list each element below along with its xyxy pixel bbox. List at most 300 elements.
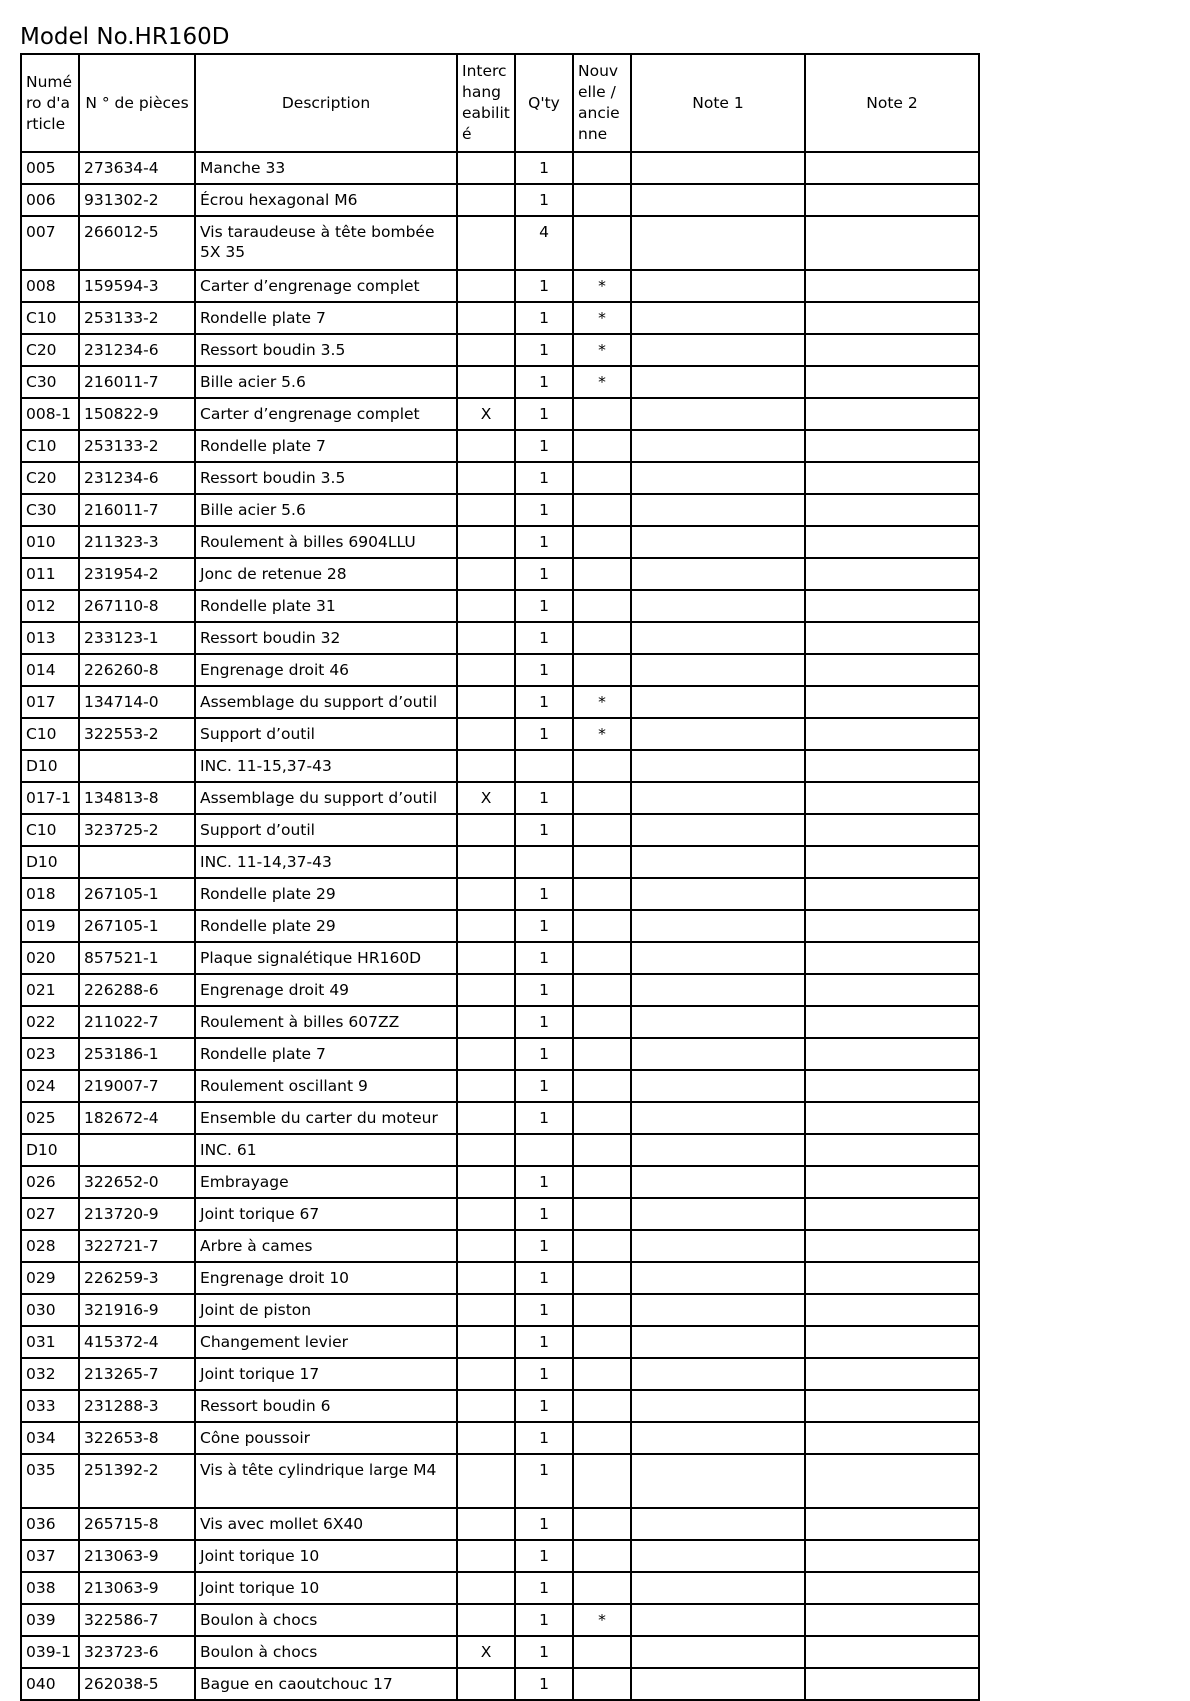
cell-qty: 1 (515, 1262, 573, 1294)
table-header-row (21, 54, 979, 152)
cell-description: Arbre à cames (195, 1230, 457, 1262)
cell-interchangeability (457, 1198, 515, 1230)
cell-description: Boulon à chocs (195, 1604, 457, 1636)
cell-note-2 (805, 1326, 979, 1358)
cell-note-2 (805, 1454, 979, 1508)
cell-qty: 1 (515, 590, 573, 622)
cell-new-old (573, 398, 631, 430)
cell-new-old (573, 1230, 631, 1262)
cell-note-1 (631, 1166, 805, 1198)
cell-note-1 (631, 846, 805, 878)
cell-description: Rondelle plate 29 (195, 878, 457, 910)
cell-item-no: 018 (21, 878, 79, 910)
table-row (21, 1198, 979, 1230)
cell-part-no: 150822-9 (79, 398, 195, 430)
cell-note-2 (805, 750, 979, 782)
cell-part-no: 266012-5 (79, 216, 195, 270)
cell-new-old (573, 216, 631, 270)
cell-description: Rondelle plate 7 (195, 302, 457, 334)
cell-description: INC. 61 (195, 1134, 457, 1166)
cell-note-2 (805, 974, 979, 1006)
table-row (21, 184, 979, 216)
cell-part-no: 231234-6 (79, 334, 195, 366)
cell-description: Engrenage droit 49 (195, 974, 457, 1006)
cell-note-2 (805, 184, 979, 216)
cell-note-2 (805, 1358, 979, 1390)
table-row (21, 846, 979, 878)
cell-item-no: C10 (21, 302, 79, 334)
header-part-no: N ° de pièces (79, 54, 195, 152)
cell-interchangeability (457, 216, 515, 270)
cell-interchangeability (457, 1006, 515, 1038)
cell-part-no: 211022-7 (79, 1006, 195, 1038)
cell-interchangeability (457, 1390, 515, 1422)
cell-qty: 1 (515, 1636, 573, 1668)
cell-interchangeability (457, 846, 515, 878)
cell-item-no: 032 (21, 1358, 79, 1390)
cell-interchangeability (457, 654, 515, 686)
cell-part-no: 322652-0 (79, 1166, 195, 1198)
cell-new-old (573, 462, 631, 494)
table-row (21, 270, 979, 302)
cell-qty: 1 (515, 494, 573, 526)
table-row (21, 1038, 979, 1070)
cell-qty: 1 (515, 814, 573, 846)
cell-description: Vis avec mollet 6X40 (195, 1508, 457, 1540)
cell-note-2 (805, 1540, 979, 1572)
cell-description: Bille acier 5.6 (195, 366, 457, 398)
cell-item-no: 033 (21, 1390, 79, 1422)
table-row (21, 1604, 979, 1636)
table-row (21, 1636, 979, 1668)
cell-new-old (573, 1294, 631, 1326)
cell-part-no: 322586-7 (79, 1604, 195, 1636)
table-row (21, 1230, 979, 1262)
cell-part-no: 253133-2 (79, 302, 195, 334)
cell-qty: 1 (515, 1070, 573, 1102)
cell-new-old (573, 1326, 631, 1358)
cell-part-no: 231234-6 (79, 462, 195, 494)
cell-note-1 (631, 974, 805, 1006)
cell-note-2 (805, 1038, 979, 1070)
cell-part-no: 322653-8 (79, 1422, 195, 1454)
cell-new-old: * (573, 1604, 631, 1636)
table-row (21, 1390, 979, 1422)
cell-note-1 (631, 622, 805, 654)
parts-table (20, 53, 980, 1701)
cell-description: Roulement à billes 607ZZ (195, 1006, 457, 1038)
cell-qty: 1 (515, 1166, 573, 1198)
table-row (21, 494, 979, 526)
cell-note-1 (631, 1006, 805, 1038)
cell-item-no: C30 (21, 494, 79, 526)
cell-qty: 1 (515, 622, 573, 654)
cell-description: Joint de piston (195, 1294, 457, 1326)
cell-qty: 1 (515, 654, 573, 686)
table-row (21, 1326, 979, 1358)
cell-note-1 (631, 1358, 805, 1390)
cell-qty: 1 (515, 1326, 573, 1358)
cell-interchangeability (457, 334, 515, 366)
table-row (21, 814, 979, 846)
cell-description: Vis taraudeuse à tête bombée 5X 35 (195, 216, 457, 270)
cell-note-2 (805, 590, 979, 622)
cell-note-2 (805, 1572, 979, 1604)
table-row (21, 1134, 979, 1166)
cell-description: Engrenage droit 46 (195, 654, 457, 686)
cell-note-1 (631, 1262, 805, 1294)
cell-note-2 (805, 1390, 979, 1422)
cell-new-old (573, 750, 631, 782)
cell-part-no: 226288-6 (79, 974, 195, 1006)
cell-description: Vis à tête cylindrique large M4 (195, 1454, 457, 1508)
cell-description: Assemblage du support d’outil (195, 686, 457, 718)
cell-interchangeability (457, 1294, 515, 1326)
cell-item-no: 031 (21, 1326, 79, 1358)
cell-note-1 (631, 1198, 805, 1230)
cell-new-old (573, 1390, 631, 1422)
cell-qty: 1 (515, 1390, 573, 1422)
cell-item-no: 014 (21, 654, 79, 686)
cell-item-no: C20 (21, 462, 79, 494)
cell-item-no: 007 (21, 216, 79, 270)
cell-part-no: 211323-3 (79, 526, 195, 558)
cell-description: Joint torique 10 (195, 1572, 457, 1604)
cell-qty: 1 (515, 878, 573, 910)
cell-note-1 (631, 1422, 805, 1454)
cell-note-2 (805, 654, 979, 686)
table-row (21, 590, 979, 622)
header-description: Description (195, 54, 457, 152)
cell-part-no: 931302-2 (79, 184, 195, 216)
cell-part-no: 216011-7 (79, 494, 195, 526)
cell-qty: 1 (515, 718, 573, 750)
cell-interchangeability (457, 1540, 515, 1572)
table-row (21, 1540, 979, 1572)
cell-interchangeability (457, 1166, 515, 1198)
cell-part-no: 213265-7 (79, 1358, 195, 1390)
cell-description: Rondelle plate 29 (195, 910, 457, 942)
cell-new-old (573, 1358, 631, 1390)
cell-qty: 1 (515, 1508, 573, 1540)
cell-note-2 (805, 1006, 979, 1038)
cell-new-old (573, 1198, 631, 1230)
cell-note-2 (805, 1508, 979, 1540)
cell-interchangeability (457, 494, 515, 526)
cell-description: Rondelle plate 7 (195, 1038, 457, 1070)
cell-item-no: D10 (21, 846, 79, 878)
cell-note-1 (631, 334, 805, 366)
cell-note-2 (805, 1422, 979, 1454)
cell-item-no: C10 (21, 814, 79, 846)
cell-qty: 1 (515, 1668, 573, 1700)
cell-new-old (573, 1102, 631, 1134)
cell-interchangeability (457, 942, 515, 974)
cell-note-2 (805, 1668, 979, 1700)
cell-item-no: 040 (21, 1668, 79, 1700)
cell-qty: 1 (515, 152, 573, 184)
cell-new-old (573, 974, 631, 1006)
cell-qty: 1 (515, 1230, 573, 1262)
cell-qty: 1 (515, 1604, 573, 1636)
cell-interchangeability (457, 1508, 515, 1540)
cell-new-old (573, 494, 631, 526)
cell-interchangeability (457, 558, 515, 590)
cell-note-1 (631, 558, 805, 590)
cell-new-old (573, 846, 631, 878)
cell-part-no: 322553-2 (79, 718, 195, 750)
cell-item-no: 026 (21, 1166, 79, 1198)
cell-item-no: 029 (21, 1262, 79, 1294)
cell-note-2 (805, 878, 979, 910)
cell-interchangeability (457, 1604, 515, 1636)
cell-item-no: C10 (21, 430, 79, 462)
table-row (21, 910, 979, 942)
cell-note-2 (805, 1604, 979, 1636)
cell-note-1 (631, 430, 805, 462)
cell-part-no: 231288-3 (79, 1390, 195, 1422)
cell-note-1 (631, 462, 805, 494)
cell-item-no: 039 (21, 1604, 79, 1636)
cell-qty: 1 (515, 1102, 573, 1134)
cell-note-2 (805, 622, 979, 654)
cell-part-no: 251392-2 (79, 1454, 195, 1508)
table-row (21, 1070, 979, 1102)
cell-new-old (573, 1006, 631, 1038)
cell-note-2 (805, 366, 979, 398)
cell-interchangeability (457, 302, 515, 334)
page-title: Model No.HR160D (20, 24, 230, 50)
cell-interchangeability (457, 526, 515, 558)
cell-note-2 (805, 558, 979, 590)
cell-note-2 (805, 718, 979, 750)
cell-qty: 1 (515, 1454, 573, 1508)
cell-description: Carter d’engrenage complet (195, 398, 457, 430)
table-row (21, 654, 979, 686)
cell-item-no: 011 (21, 558, 79, 590)
cell-note-1 (631, 910, 805, 942)
cell-qty: 1 (515, 686, 573, 718)
cell-note-1 (631, 270, 805, 302)
cell-description: Support d’outil (195, 718, 457, 750)
cell-note-1 (631, 494, 805, 526)
cell-qty: 1 (515, 184, 573, 216)
cell-item-no: 034 (21, 1422, 79, 1454)
header-qty: Q'ty (515, 54, 573, 152)
cell-qty (515, 750, 573, 782)
cell-interchangeability (457, 1230, 515, 1262)
table-row (21, 302, 979, 334)
cell-qty: 1 (515, 1540, 573, 1572)
table-row (21, 462, 979, 494)
cell-note-1 (631, 1230, 805, 1262)
cell-note-2 (805, 782, 979, 814)
cell-note-1 (631, 1102, 805, 1134)
cell-note-1 (631, 1390, 805, 1422)
cell-new-old (573, 1038, 631, 1070)
cell-qty: 1 (515, 1006, 573, 1038)
cell-qty (515, 846, 573, 878)
cell-description: Carter d’engrenage complet (195, 270, 457, 302)
cell-item-no: D10 (21, 750, 79, 782)
cell-part-no: 213063-9 (79, 1540, 195, 1572)
cell-item-no: 036 (21, 1508, 79, 1540)
cell-qty: 1 (515, 974, 573, 1006)
cell-note-1 (631, 878, 805, 910)
cell-item-no: 008-1 (21, 398, 79, 430)
cell-description: Ensemble du carter du moteur (195, 1102, 457, 1134)
cell-new-old: * (573, 686, 631, 718)
cell-part-no: 134714-0 (79, 686, 195, 718)
cell-part-no: 857521-1 (79, 942, 195, 974)
cell-interchangeability (457, 1668, 515, 1700)
cell-interchangeability (457, 1102, 515, 1134)
cell-new-old: * (573, 334, 631, 366)
cell-interchangeability (457, 814, 515, 846)
cell-item-no: 039-1 (21, 1636, 79, 1668)
cell-new-old (573, 1572, 631, 1604)
cell-note-2 (805, 398, 979, 430)
cell-description: INC. 11-14,37-43 (195, 846, 457, 878)
cell-description: Rondelle plate 7 (195, 430, 457, 462)
cell-new-old (573, 1166, 631, 1198)
cell-qty: 1 (515, 1358, 573, 1390)
cell-interchangeability: X (457, 1636, 515, 1668)
cell-qty: 1 (515, 1422, 573, 1454)
cell-new-old (573, 590, 631, 622)
table-row (21, 334, 979, 366)
cell-note-1 (631, 398, 805, 430)
cell-item-no: 013 (21, 622, 79, 654)
cell-part-no: 267105-1 (79, 878, 195, 910)
cell-interchangeability (457, 184, 515, 216)
cell-description: Cône poussoir (195, 1422, 457, 1454)
cell-item-no: C30 (21, 366, 79, 398)
cell-part-no: 273634-4 (79, 152, 195, 184)
cell-item-no: 030 (21, 1294, 79, 1326)
cell-note-1 (631, 526, 805, 558)
table-row (21, 1358, 979, 1390)
cell-interchangeability (457, 270, 515, 302)
cell-description: Bille acier 5.6 (195, 494, 457, 526)
cell-item-no: 023 (21, 1038, 79, 1070)
cell-note-1 (631, 1668, 805, 1700)
cell-new-old: * (573, 366, 631, 398)
cell-item-no: 019 (21, 910, 79, 942)
cell-description: Joint torique 17 (195, 1358, 457, 1390)
cell-interchangeability (457, 1422, 515, 1454)
table-row (21, 686, 979, 718)
cell-new-old: * (573, 718, 631, 750)
cell-note-1 (631, 302, 805, 334)
cell-note-2 (805, 942, 979, 974)
table-row (21, 1572, 979, 1604)
cell-description: Manche 33 (195, 152, 457, 184)
cell-note-1 (631, 814, 805, 846)
cell-description: Bague en caoutchouc 17 (195, 1668, 457, 1700)
table-row (21, 942, 979, 974)
cell-description: Roulement à billes 6904LLU (195, 526, 457, 558)
table-row (21, 1668, 979, 1700)
cell-description: Roulement oscillant 9 (195, 1070, 457, 1102)
cell-item-no: 008 (21, 270, 79, 302)
cell-interchangeability (457, 430, 515, 462)
cell-new-old (573, 558, 631, 590)
cell-description: Rondelle plate 31 (195, 590, 457, 622)
table-row (21, 216, 979, 270)
cell-note-1 (631, 1038, 805, 1070)
cell-part-no: 415372-4 (79, 1326, 195, 1358)
cell-note-1 (631, 654, 805, 686)
cell-item-no: D10 (21, 1134, 79, 1166)
cell-interchangeability: X (457, 782, 515, 814)
cell-note-2 (805, 1102, 979, 1134)
cell-description: Engrenage droit 10 (195, 1262, 457, 1294)
cell-interchangeability (457, 1134, 515, 1166)
cell-item-no: 028 (21, 1230, 79, 1262)
cell-part-no: 213063-9 (79, 1572, 195, 1604)
cell-qty: 1 (515, 398, 573, 430)
cell-new-old (573, 910, 631, 942)
cell-interchangeability (457, 152, 515, 184)
table-row (21, 878, 979, 910)
cell-qty: 1 (515, 334, 573, 366)
parts-table-body (21, 152, 979, 1700)
cell-note-2 (805, 1636, 979, 1668)
header-note-2: Note 2 (805, 54, 979, 152)
cell-interchangeability (457, 750, 515, 782)
cell-part-no: 253133-2 (79, 430, 195, 462)
cell-interchangeability (457, 910, 515, 942)
cell-description: Joint torique 10 (195, 1540, 457, 1572)
cell-part-no: 231954-2 (79, 558, 195, 590)
cell-interchangeability (457, 590, 515, 622)
cell-note-1 (631, 366, 805, 398)
cell-new-old (573, 1454, 631, 1508)
table-row (21, 1262, 979, 1294)
cell-note-1 (631, 216, 805, 270)
cell-interchangeability (457, 622, 515, 654)
cell-qty: 1 (515, 366, 573, 398)
header-item-no: Numé ro d'a rticle (21, 54, 79, 152)
table-row (21, 558, 979, 590)
cell-new-old: * (573, 270, 631, 302)
cell-note-2 (805, 494, 979, 526)
cell-note-1 (631, 686, 805, 718)
cell-qty: 1 (515, 526, 573, 558)
cell-description: Ressort boudin 3.5 (195, 334, 457, 366)
cell-note-1 (631, 184, 805, 216)
cell-part-no: 322721-7 (79, 1230, 195, 1262)
cell-new-old (573, 184, 631, 216)
cell-new-old (573, 622, 631, 654)
cell-new-old (573, 1540, 631, 1572)
cell-qty: 1 (515, 782, 573, 814)
cell-note-1 (631, 1454, 805, 1508)
cell-interchangeability (457, 462, 515, 494)
cell-part-no: 262038-5 (79, 1668, 195, 1700)
cell-note-1 (631, 1070, 805, 1102)
cell-new-old (573, 430, 631, 462)
cell-note-1 (631, 1134, 805, 1166)
cell-new-old (573, 942, 631, 974)
cell-part-no: 253186-1 (79, 1038, 195, 1070)
cell-item-no: 021 (21, 974, 79, 1006)
cell-note-2 (805, 814, 979, 846)
cell-item-no: 017 (21, 686, 79, 718)
cell-interchangeability (457, 1038, 515, 1070)
cell-new-old (573, 1262, 631, 1294)
